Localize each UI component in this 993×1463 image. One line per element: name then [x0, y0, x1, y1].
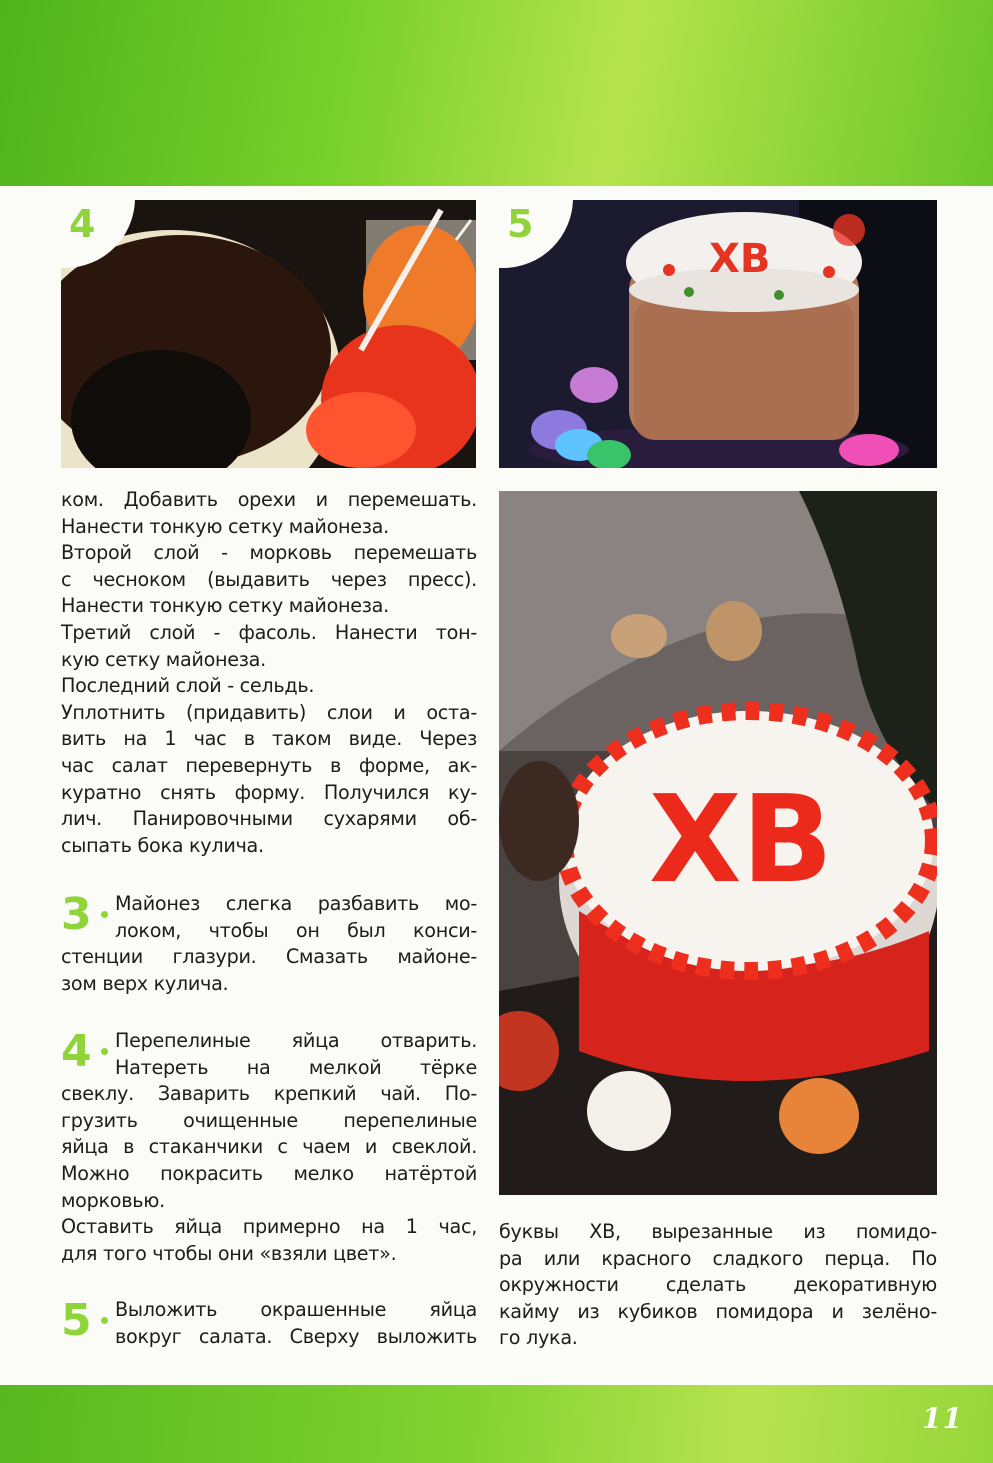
text-line: с чесноком (выдавить через пресс).	[61, 567, 477, 591]
step-5-photo	[499, 200, 937, 468]
text-line: го лука.	[499, 1326, 578, 1350]
text-line: Перепелиные яйца отварить.	[115, 1029, 477, 1052]
main-photo-letters: ХВ	[649, 771, 833, 910]
text-line: вокруг салата. Сверху выложить	[115, 1324, 477, 1348]
text-line: сыпать бока кулича.	[61, 833, 264, 857]
text-line: Третий слой - фасоль. Нанести тон-	[61, 620, 477, 644]
recipe-step-3	[61, 891, 477, 997]
page-number: 11	[922, 1402, 963, 1435]
step-4-photo	[61, 200, 476, 468]
text-line: Можно покрасить мелко натёртой	[61, 1161, 477, 1185]
kulich-salad-photo	[499, 491, 937, 1195]
text-line: стенции глазури. Смазать майоне-	[61, 945, 477, 969]
text-line: вить на 1 час в таком виде. Через	[61, 727, 477, 751]
text-line: ком. Добавить орехи и перемешать.	[61, 488, 477, 511]
text-line: Майонез слегка разбавить мо-	[115, 892, 477, 915]
step-3-number: 3	[61, 889, 92, 940]
step-5-photo-number: 5	[507, 202, 534, 246]
text-line: зом верх кулича.	[61, 971, 229, 995]
text-line: яйца в стаканчики с чаем и свеклой.	[61, 1135, 477, 1159]
text-line: Уплотнить (придавить) слои и оста-	[61, 700, 477, 724]
text-line: лич. Панировочными сухарями об-	[61, 807, 477, 831]
text-line: грузить очищенные перепелиные	[61, 1108, 477, 1132]
text-line: Нанести тонкую сетку майонеза.	[61, 514, 389, 538]
step-4-photo-number: 4	[69, 202, 96, 246]
recipe-step-5	[61, 1297, 477, 1350]
text-line: локом, чтобы он был конси-	[115, 918, 477, 942]
text-line: Последний слой - сельдь.	[61, 674, 315, 698]
text-line: куратно снять форму. Получился ку-	[61, 780, 477, 804]
text-line: свеклу. Заварить крепкий чай. По-	[61, 1082, 477, 1106]
text-line: Нанести тонкую сетку майонеза.	[61, 594, 389, 618]
text-line: кую сетку майонеза.	[61, 647, 266, 671]
text-line: Второй слой - морковь перемешать	[61, 541, 477, 565]
recipe-step-4	[61, 1028, 477, 1267]
step-4-dot	[101, 1048, 108, 1055]
text-line: буквы ХВ, вырезанные из помидо-	[499, 1220, 937, 1243]
text-line: Натереть на мелкой тёрке	[115, 1055, 477, 1079]
text-line: кайму из кубиков помидора и зелёно-	[499, 1299, 937, 1323]
text-line: Выложить окрашенные яйца	[115, 1298, 477, 1321]
step-4-number: 4	[61, 1026, 92, 1077]
text-line: Оставить яйца примерно на 1 час,	[61, 1215, 477, 1239]
text-line: ра или красного сладкого перца. По	[499, 1246, 937, 1270]
step-5-dot	[101, 1317, 108, 1324]
text-line: для того чтобы они «взяли цвет».	[61, 1241, 397, 1265]
recipe-text-intro	[61, 487, 477, 859]
step-5-number: 5	[61, 1295, 92, 1346]
text-line: час салат перевернуть в форме, ак-	[61, 753, 477, 777]
bottom-green-band	[0, 1385, 993, 1463]
step-3-dot	[101, 911, 108, 918]
text-line: морковью.	[61, 1188, 165, 1212]
text-line: окружности сделать декоративную	[499, 1273, 937, 1297]
top-green-band	[0, 0, 993, 186]
step-5-photo-letters: ХВ	[709, 236, 771, 282]
recipe-text-continued	[499, 1219, 937, 1352]
